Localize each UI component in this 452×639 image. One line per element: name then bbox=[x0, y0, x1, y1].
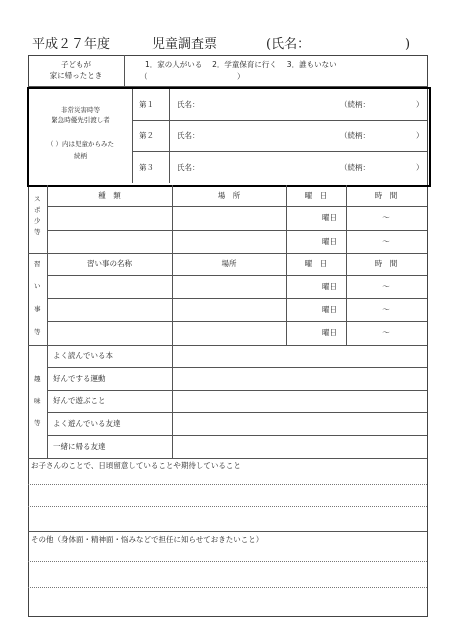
emergency-close-1: ） bbox=[416, 100, 424, 109]
emergency-order-2: 第２ bbox=[139, 131, 154, 140]
form-title: 児童調査票 bbox=[152, 37, 218, 52]
sports-side-4: 等 bbox=[34, 228, 41, 236]
lessons-header-time: 時 間 bbox=[374, 259, 398, 268]
hobbies-side-2: 味 bbox=[34, 397, 41, 405]
sports-header-time: 時 間 bbox=[374, 191, 398, 200]
lessons-side-1: 習 bbox=[34, 260, 41, 268]
emergency-relation-2[interactable]: （続柄： bbox=[340, 131, 370, 140]
hobby-walk-home-friends: 一緒に帰る友達 bbox=[53, 442, 106, 451]
emergency-name-3[interactable]: 氏名： bbox=[177, 163, 200, 172]
return-home-paren-close: ） bbox=[237, 72, 245, 81]
emergency-order-1: 第１ bbox=[139, 100, 154, 109]
lessons-side-4: 等 bbox=[34, 328, 41, 336]
hobby-sports: 好んでする運動 bbox=[53, 374, 106, 383]
emergency-note-2: 続柄 bbox=[74, 152, 87, 160]
sports-side-3: 少 bbox=[34, 217, 41, 225]
emergency-name-1[interactable]: 氏名： bbox=[177, 100, 200, 109]
hobby-books: よく読んでいる本 bbox=[53, 351, 113, 360]
fiscal-year: 平成２７年度 bbox=[32, 37, 111, 52]
emergency-label-2: 緊急時優先引渡し者 bbox=[51, 116, 110, 124]
sports-side-1: ス bbox=[34, 195, 41, 203]
sports-row-1-time[interactable]: ～ bbox=[382, 213, 390, 222]
name-label: (氏名： bbox=[266, 37, 311, 52]
sports-header-place: 場 所 bbox=[217, 191, 241, 200]
lessons-row-3-time[interactable]: ～ bbox=[382, 328, 390, 337]
emergency-label-1: 非常災害時等 bbox=[61, 106, 100, 114]
sports-row-2-day[interactable]: 曜日 bbox=[322, 237, 337, 246]
hobbies-side-1: 趣 bbox=[34, 375, 41, 383]
lessons-row-2-day[interactable]: 曜日 bbox=[322, 305, 337, 314]
lessons-row-3-day[interactable]: 曜日 bbox=[322, 328, 337, 337]
lessons-row-2-time[interactable]: ～ bbox=[382, 305, 390, 314]
emergency-relation-3[interactable]: （続柄： bbox=[340, 163, 370, 172]
lessons-row-1-day[interactable]: 曜日 bbox=[322, 282, 337, 291]
emergency-name-2[interactable]: 氏名： bbox=[177, 131, 200, 140]
return-home-label-2: 家に帰ったとき bbox=[49, 71, 103, 80]
emergency-relation-1[interactable]: （続柄： bbox=[340, 100, 370, 109]
emergency-box bbox=[27, 87, 431, 187]
lessons-header-day: 曜 日 bbox=[304, 259, 328, 268]
other-field[interactable] bbox=[30, 548, 424, 612]
return-home-paren-open: （ bbox=[140, 72, 148, 81]
lessons-side-2: い bbox=[34, 282, 41, 290]
lessons-header-place: 場所 bbox=[221, 259, 237, 268]
hobbies-side-3: 等 bbox=[34, 419, 41, 427]
sports-side-2: ポ bbox=[34, 206, 41, 214]
hobby-friends: よく遊んでいる友達 bbox=[53, 419, 121, 428]
emergency-order-3: 第３ bbox=[139, 163, 154, 172]
lessons-side-3: 事 bbox=[34, 305, 41, 313]
other-label: その他（身体面・精神面・悩みなどで担任に知らせておきたいこと） bbox=[31, 535, 264, 544]
expectations-label: お子さんのことで、日頃留意していることや期待していること bbox=[31, 461, 241, 470]
name-field[interactable] bbox=[318, 36, 402, 52]
name-close: ) bbox=[405, 37, 411, 52]
emergency-note-1: （ ）内は児童からみた bbox=[46, 140, 115, 148]
sports-row-1-day[interactable]: 曜日 bbox=[322, 213, 337, 222]
return-home-label-1: 子どもが bbox=[61, 60, 91, 69]
hobby-play: 好んで遊ぶこと bbox=[53, 396, 106, 405]
sports-header-type: 種 類 bbox=[98, 191, 121, 200]
expectations-field[interactable] bbox=[30, 473, 424, 529]
sports-row-2-time[interactable]: ～ bbox=[382, 237, 390, 246]
lessons-header-name: 習い事の名称 bbox=[87, 259, 132, 268]
sports-header-day: 曜 日 bbox=[304, 191, 328, 200]
emergency-close-3: ） bbox=[416, 163, 424, 172]
lessons-row-1-time[interactable]: ～ bbox=[382, 282, 390, 291]
return-home-options[interactable]: 1．家の人がいる 2．学童保育に行く 3．誰もいない bbox=[145, 60, 337, 69]
emergency-close-2: ） bbox=[416, 131, 424, 140]
